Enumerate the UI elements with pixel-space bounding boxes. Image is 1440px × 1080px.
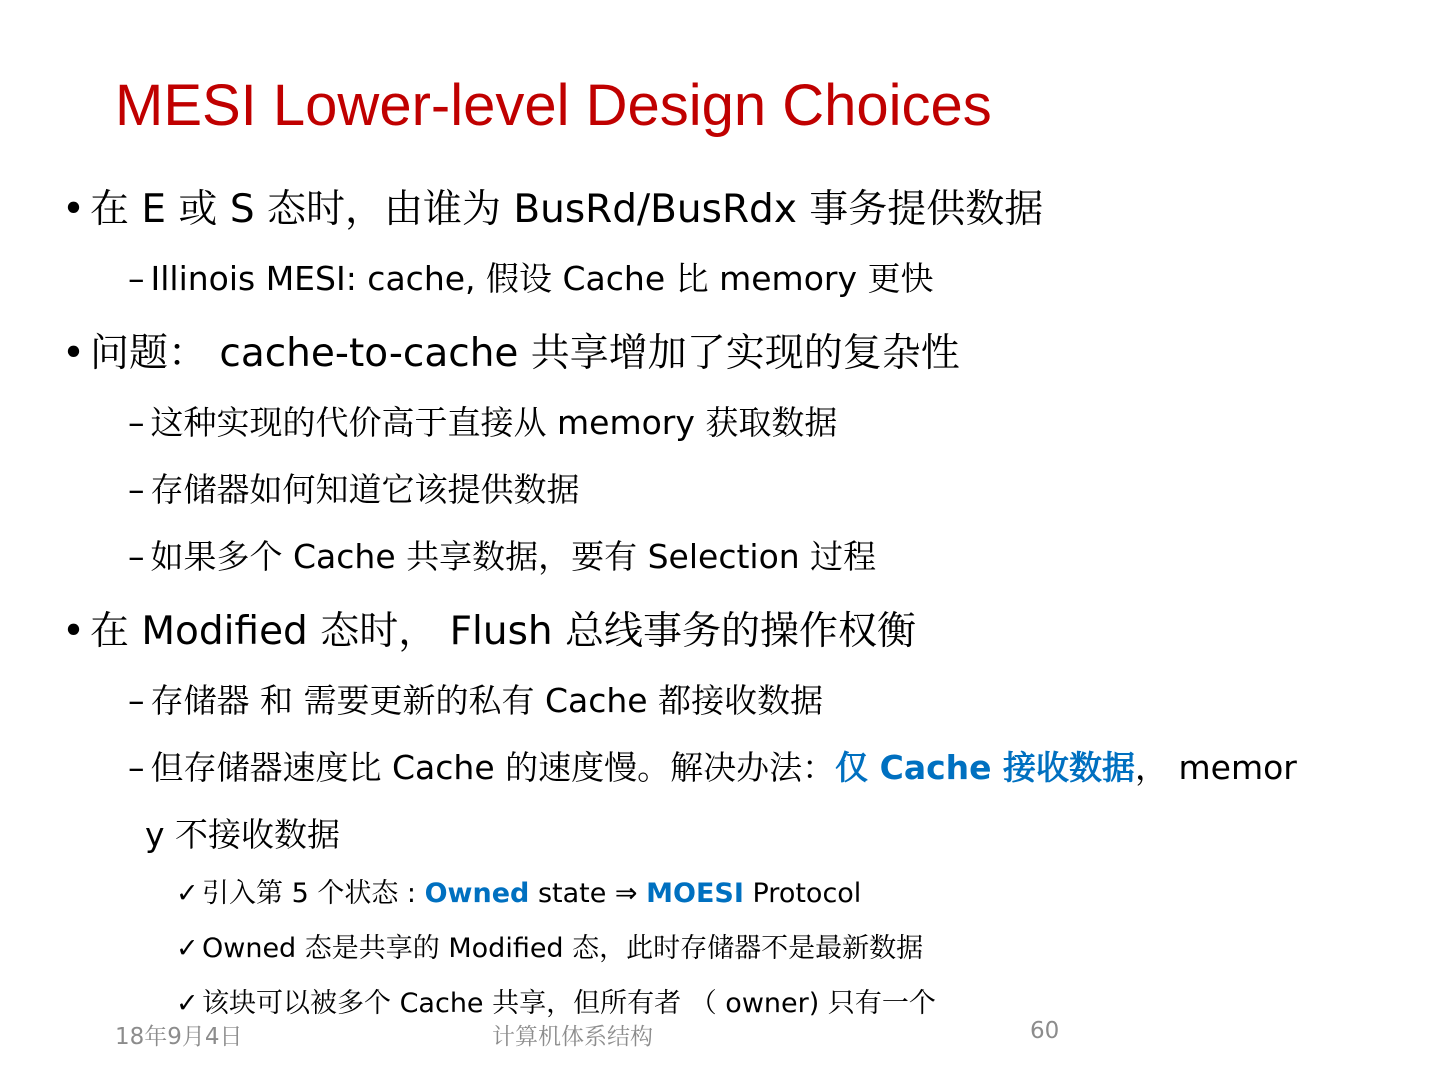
footer-page-number: 60 (1030, 1018, 1060, 1044)
dash-icon: – (128, 259, 145, 298)
bullet-1-sub-1 (128, 259, 934, 298)
bullet-2-sub-1 (128, 403, 838, 442)
highlight-cache-receives: 仅 Cache 接收数据 (835, 748, 1136, 787)
check-item-1-mid: state ⇒ (529, 878, 647, 909)
bullet-2-text: 问题： cache-to-cache 共享增加了实现的复杂性 (90, 331, 960, 376)
bullet-3-sub-2-text: 但存储器速度比 Cache 的速度慢。解决办法： (150, 748, 836, 787)
bullet-1-text: 在 E 或 S 态时，由谁为 BusRd/BusRdx 事务提供数据 (90, 187, 1044, 232)
check-item-1 (176, 880, 861, 907)
check-item-3 (176, 990, 936, 1017)
bullet-dot-icon: • (62, 331, 86, 376)
check-item-3-text: 该块可以被多个 Cache 共享，但所有者 （ owner) 只有一个 (202, 988, 936, 1019)
bullet-2-sub-2-text: 存储器如何知道它该提供数据 (150, 470, 580, 509)
checkmark-icon: ✓ (176, 933, 199, 964)
bullet-2-sub-3-text: 如果多个 Cache 共享数据，要有 Selection 过程 (150, 537, 877, 576)
checkmark-icon: ✓ (176, 878, 199, 909)
bullet-1 (62, 187, 1044, 232)
slide-title: MESI Lower-level Design Choices (115, 73, 992, 138)
footer-course: 计算机体系结构 (492, 1024, 653, 1050)
bullet-3 (62, 609, 917, 654)
check-item-2 (176, 935, 923, 962)
bullet-3-text: 在 Modified 态时， Flush 总线事务的操作权衡 (90, 609, 917, 654)
dash-icon: – (128, 403, 145, 442)
bullet-3-sub-2-continued: y 不接收数据 (145, 815, 341, 854)
bullet-3-sub-2 (128, 748, 1297, 787)
bullet-dot-icon: • (62, 609, 86, 654)
bullet-2 (62, 331, 960, 376)
highlight-owned: Owned (424, 878, 530, 909)
dash-icon: – (128, 748, 145, 787)
bullet-2-sub-2 (128, 470, 580, 509)
bullet-2-sub-1-text: 这种实现的代价高于直接从 memory 获取数据 (150, 403, 838, 442)
bullet-3-sub-1-text: 存储器 和 需要更新的私有 Cache 都接收数据 (150, 681, 824, 720)
check-item-1-post: Protocol (743, 878, 862, 909)
highlight-moesi: MOESI (646, 878, 744, 909)
bullet-2-sub-3 (128, 537, 877, 576)
dash-icon: – (128, 537, 145, 576)
dash-icon: – (128, 681, 145, 720)
checkmark-icon: ✓ (176, 988, 199, 1019)
check-item-2-text: Owned 态是共享的 Modified 态，此时存储器不是最新数据 (202, 933, 924, 964)
footer-date: 18年9月4日 (115, 1024, 243, 1050)
bullet-3-sub-1 (128, 681, 824, 720)
dash-icon: – (128, 470, 145, 509)
bullet-1-sub-1-text: Illinois MESI: cache, 假设 Cache 比 memory 更快 (150, 259, 934, 298)
check-item-1-pre: 引入第 5 个状态 : (202, 878, 425, 909)
bullet-3-sub-2-post: ， memor (1135, 748, 1297, 787)
bullet-dot-icon: • (62, 187, 86, 232)
